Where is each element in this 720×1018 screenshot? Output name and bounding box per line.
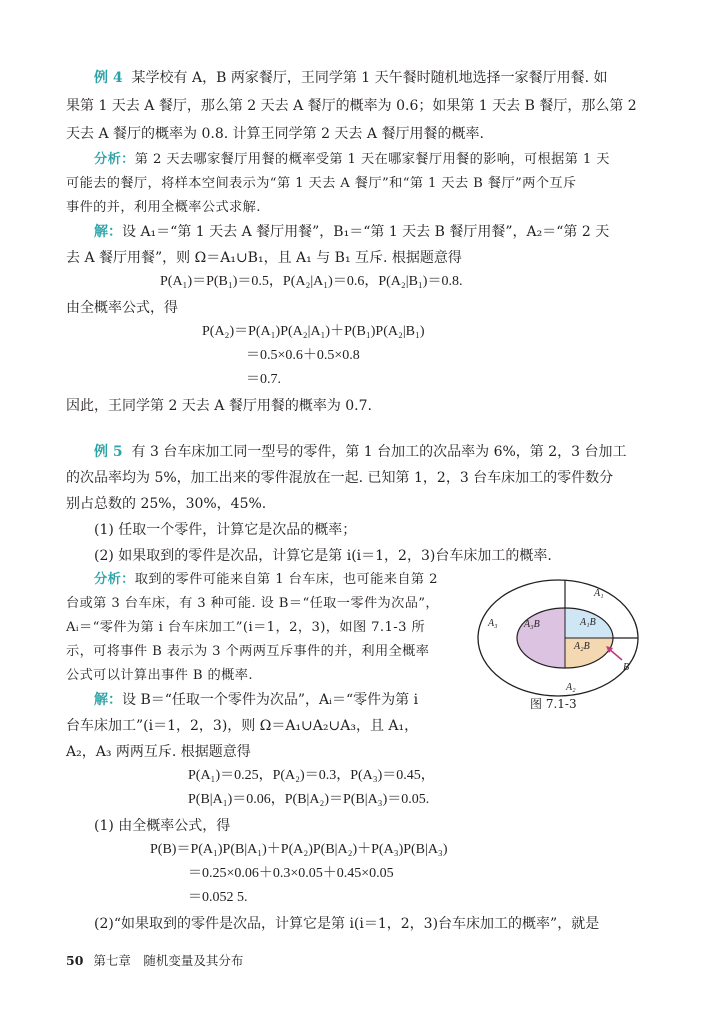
ex4-analysis-label: 分析： [94, 152, 135, 167]
ex4-conclusion: 因此，王同学第 2 天去 A 餐厅用餐的概率为 0.7. [66, 398, 372, 414]
ex5-analysis-1 [66, 570, 466, 590]
ex5-text-2: 的次品率均为 5%，加工出来的零件混放在一起. 已知第 1，2，3 台车床加工的零件数分 [66, 470, 614, 486]
ex5-solution-text-1: 设 B＝“任取一个零件为次品”，Aᵢ＝“零件为第 i [122, 692, 419, 708]
ex4-label: 例 4 [94, 70, 123, 86]
ex4-given-equation: P(A₁)＝P(B₁)＝0.5，P(A₂|A₁)＝0.6，P(A₂|B₁)＝0.8. [160, 274, 463, 289]
label-a1: A₁ [594, 588, 604, 599]
ex4-analysis-1 [66, 150, 656, 170]
ex5-part-1-text: (1) 由全概率公式，得 [94, 818, 231, 834]
ex5-question-1 [66, 520, 656, 540]
label-a2b: A₂B [574, 641, 590, 652]
ex5-analysis-text-3: Aᵢ＝“零件为第 i 台车床加工”(i＝1，2，3)，如图 7.1-3 所 [66, 620, 426, 635]
ex4-line-1 [66, 68, 656, 88]
ex5-part-2 [66, 914, 656, 934]
ex4-solution-text-1: 设 A₁＝“第 1 天去 A 餐厅用餐”，B₁＝“第 1 天去 B 餐厅用餐”，A₂＝“第 2 天 [122, 224, 610, 240]
ex5-question-2 [66, 546, 656, 566]
ex5-equation-d: ＝0.25×0.06＋0.3×0.05＋0.45×0.05 [188, 866, 394, 881]
ex5-analysis-text-2: 台或第 3 台车床，有 3 种可能. 设 B＝“任取一零件为次品”， [66, 596, 440, 611]
ex5-text-3: 别占总数的 25%，30%，45%. [66, 496, 267, 512]
ex5-part-1 [66, 816, 656, 836]
ex4-equation-1: P(A₂)＝P(A₁)P(A₂|A₁)＋P(B₁)P(A₂|B₁) [202, 324, 425, 339]
ex5-equation-a: P(A₁)＝0.25，P(A₂)＝0.3，P(A₃)＝0.45， [188, 768, 435, 783]
ex4-equation-3: ＝0.7. [246, 372, 281, 387]
ex5-label: 例 5 [94, 444, 123, 460]
ex5-equation-c: P(B)＝P(A₁)P(B|A₁)＋P(A₂)P(B|A₂)＋P(A₃)P(B|A₃) [150, 842, 448, 857]
ex5-analysis-label: 分析： [94, 572, 135, 587]
chapter-title: 第七章 随机变量及其分布 [93, 953, 244, 968]
ex5-part-2-text: (2)“如果取到的零件是次品，计算它是第 i(i＝1，2，3)台车床加工的概率”，就是 [94, 916, 600, 932]
ex4-analysis-text-2: 可能去的餐厅，将样本空间表示为“第 1 天去 A 餐厅”和“第 1 天去 B 餐厅”两个互斥 [66, 176, 577, 191]
ex4-text-1: 某学校有 A，B 两家餐厅，王同学第 1 天午餐时随机地选择一家餐厅用餐. 如 [131, 70, 608, 86]
ex4-analysis-text-3: 事件的并，利用全概率公式求解. [66, 200, 261, 215]
ex4-solution-1 [66, 222, 656, 242]
ex5-question-2-text: (2) 如果取到的零件是次品，计算它是第 i(i＝1，2，3)台车床加工的概率. [94, 548, 552, 564]
ex5-question-1-text: (1) 任取一个零件，计算它是次品的概率； [94, 522, 357, 538]
ex5-equation-e: ＝0.052 5. [188, 890, 248, 905]
venn-diagram-figure [476, 576, 640, 702]
label-a3b: A₃B [524, 619, 540, 630]
ex4-equation-2: ＝0.5×0.6＋0.5×0.8 [246, 348, 360, 363]
ex4-text-3: 天去 A 餐厅的概率为 0.8. 计算王同学第 2 天去 A 餐厅用餐的概率. [66, 126, 484, 142]
ex5-line-1 [66, 442, 656, 462]
label-a2: A₂ [566, 682, 576, 693]
figure-caption: 图 7.1-3 [530, 697, 577, 711]
ex5-text-1: 有 3 台车床加工同一型号的零件，第 1 台加工的次品率为 6%，第 2，3 台加工 [131, 444, 627, 460]
ex5-equation-b: P(B|A₁)＝0.06，P(B|A₂)＝P(B|A₃)＝0.05. [188, 792, 430, 807]
ex4-solution-label: 解： [94, 224, 122, 240]
ex5-solution-label: 解： [94, 692, 122, 708]
ex4-total-prob-intro: 由全概率公式，得 [66, 300, 178, 316]
ex4-solution-text-2: 去 A 餐厅用餐”，则 Ω＝A₁∪B₁，且 A₁ 与 B₁ 互斥. 根据题意得 [66, 250, 462, 266]
label-a3: A₃ [488, 618, 498, 629]
ex5-analysis-text-1: 取到的零件可能来自第 1 台车床，也可能来自第 2 [134, 572, 438, 587]
ex5-solution-1 [66, 690, 466, 710]
page-footer [66, 952, 243, 970]
ex4-analysis-text-1: 第 2 天去哪家餐厅用餐的概率受第 1 天在哪家餐厅用餐的影响，可根据第 1 天 [134, 152, 610, 167]
page-number: 50 [66, 953, 84, 968]
ex5-analysis-text-4: 示，可将事件 B 表示为 3 个两两互斥事件的并，利用全概率 [66, 644, 430, 659]
ex5-solution-text-3: A₂，A₃ 两两互斥. 根据题意得 [66, 744, 251, 760]
ex4-text-2: 果第 1 天去 A 餐厅，那么第 2 天去 A 餐厅的概率为 0.6；如果第 1 天去 B 餐厅，那么第 2 [66, 98, 637, 114]
ex5-analysis-text-5: 公式可以计算出事件 B 的概率. [66, 668, 253, 683]
ex5-solution-text-2: 台车床加工”(i＝1，2，3)，则 Ω＝A₁∪A₂∪A₃，且 A₁， [66, 718, 419, 734]
label-b: B [623, 662, 630, 673]
label-a1b: A₁B [580, 617, 596, 628]
